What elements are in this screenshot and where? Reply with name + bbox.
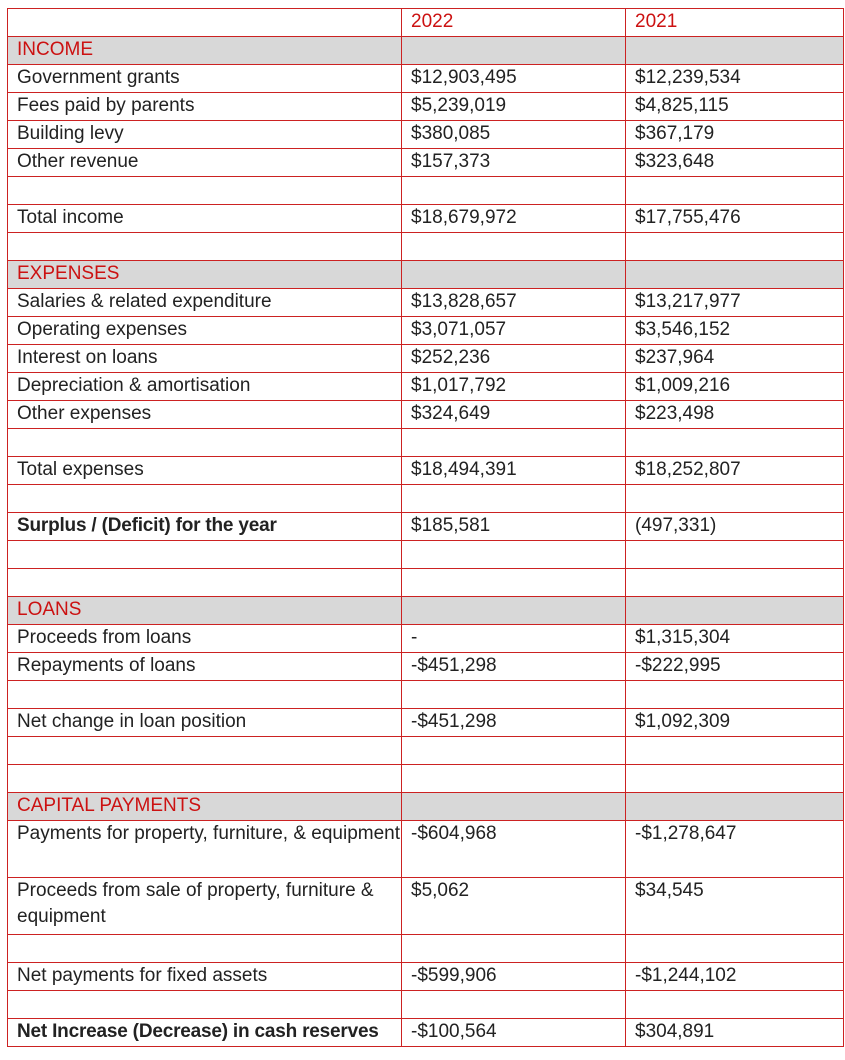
empty-cell xyxy=(402,485,626,513)
table-row xyxy=(8,963,844,991)
value-2021: (497,331) xyxy=(626,513,844,541)
row-label: Net payments for fixed assets xyxy=(8,963,402,991)
row-label: Fees paid by parents xyxy=(8,93,402,121)
empty-cell xyxy=(8,177,402,205)
table-row xyxy=(8,121,844,149)
table-row xyxy=(8,373,844,401)
value-2021: $304,891 xyxy=(626,1019,844,1047)
row-label: Payments for property, furniture, & equipment xyxy=(8,821,402,878)
section-empty-cell xyxy=(402,261,626,289)
table-row xyxy=(8,317,844,345)
blank-row xyxy=(8,765,844,793)
blank-row xyxy=(8,177,844,205)
section-header-row xyxy=(8,793,844,821)
empty-cell xyxy=(402,935,626,963)
section-empty-cell xyxy=(626,37,844,65)
value-2022: $252,236 xyxy=(402,345,626,373)
value-2021: -$1,278,647 xyxy=(626,821,844,878)
value-2021: $4,825,115 xyxy=(626,93,844,121)
blank-row xyxy=(8,991,844,1019)
value-2022: $3,071,057 xyxy=(402,317,626,345)
value-2022: $18,679,972 xyxy=(402,205,626,233)
blank-row xyxy=(8,935,844,963)
header-row xyxy=(8,9,844,37)
value-2022: $185,581 xyxy=(402,513,626,541)
row-label: Proceeds from sale of property, furniture & equipment xyxy=(8,878,402,935)
table-row xyxy=(8,653,844,681)
row-label: Total income xyxy=(8,205,402,233)
table-row xyxy=(8,345,844,373)
value-2021: $1,009,216 xyxy=(626,373,844,401)
section-title: LOANS xyxy=(8,597,402,625)
section-title: INCOME xyxy=(8,37,402,65)
value-2022: $18,494,391 xyxy=(402,457,626,485)
empty-cell xyxy=(8,541,402,569)
empty-cell xyxy=(626,177,844,205)
empty-cell xyxy=(626,541,844,569)
value-2021: $34,545 xyxy=(626,878,844,935)
table-row xyxy=(8,401,844,429)
value-2022: $324,649 xyxy=(402,401,626,429)
empty-cell xyxy=(8,765,402,793)
value-2022: - xyxy=(402,625,626,653)
value-2021: $223,498 xyxy=(626,401,844,429)
value-2022: $157,373 xyxy=(402,149,626,177)
row-label: Net Increase (Decrease) in cash reserves xyxy=(8,1019,402,1047)
year-2022-header: 2022 xyxy=(402,9,626,37)
value-2022: $5,239,019 xyxy=(402,93,626,121)
value-2021: $1,315,304 xyxy=(626,625,844,653)
value-2022: -$599,906 xyxy=(402,963,626,991)
empty-cell xyxy=(626,765,844,793)
empty-cell xyxy=(402,737,626,765)
header-label-cell xyxy=(8,9,402,37)
empty-cell xyxy=(626,737,844,765)
table-row xyxy=(8,93,844,121)
value-2021: $237,964 xyxy=(626,345,844,373)
section-empty-cell xyxy=(402,597,626,625)
section-title: EXPENSES xyxy=(8,261,402,289)
empty-cell xyxy=(8,991,402,1019)
section-empty-cell xyxy=(402,793,626,821)
value-2021: $323,648 xyxy=(626,149,844,177)
section-header-row xyxy=(8,261,844,289)
empty-cell xyxy=(626,233,844,261)
empty-cell xyxy=(626,429,844,457)
table-row xyxy=(8,878,844,935)
blank-row xyxy=(8,569,844,597)
value-2022: $12,903,495 xyxy=(402,65,626,93)
value-2022: -$604,968 xyxy=(402,821,626,878)
row-label: Repayments of loans xyxy=(8,653,402,681)
empty-cell xyxy=(402,233,626,261)
value-2021: $17,755,476 xyxy=(626,205,844,233)
value-2021: -$222,995 xyxy=(626,653,844,681)
empty-cell xyxy=(8,429,402,457)
row-label: Surplus / (Deficit) for the year xyxy=(8,513,402,541)
value-2022: -$100,564 xyxy=(402,1019,626,1047)
row-label: Salaries & related expenditure xyxy=(8,289,402,317)
empty-cell xyxy=(626,681,844,709)
empty-cell xyxy=(8,935,402,963)
section-header-row xyxy=(8,37,844,65)
empty-cell xyxy=(402,765,626,793)
row-label: Net change in loan position xyxy=(8,709,402,737)
empty-cell xyxy=(626,935,844,963)
year-2021-header: 2021 xyxy=(626,9,844,37)
table-row xyxy=(8,709,844,737)
empty-cell xyxy=(402,429,626,457)
value-2022: $1,017,792 xyxy=(402,373,626,401)
blank-row xyxy=(8,541,844,569)
value-2021: $12,239,534 xyxy=(626,65,844,93)
row-label: Building levy xyxy=(8,121,402,149)
section-header-row xyxy=(8,597,844,625)
empty-cell xyxy=(402,991,626,1019)
empty-cell xyxy=(8,485,402,513)
table-row xyxy=(8,821,844,878)
table-row xyxy=(8,513,844,541)
blank-row xyxy=(8,233,844,261)
table-row xyxy=(8,625,844,653)
empty-cell xyxy=(626,991,844,1019)
value-2021: $367,179 xyxy=(626,121,844,149)
value-2022: -$451,298 xyxy=(402,653,626,681)
value-2021: $13,217,977 xyxy=(626,289,844,317)
row-label: Other revenue xyxy=(8,149,402,177)
row-label: Government grants xyxy=(8,65,402,93)
empty-cell xyxy=(626,485,844,513)
blank-row xyxy=(8,485,844,513)
table-row xyxy=(8,457,844,485)
value-2021: $3,546,152 xyxy=(626,317,844,345)
row-label: Interest on loans xyxy=(8,345,402,373)
row-label: Operating expenses xyxy=(8,317,402,345)
value-2021: $18,252,807 xyxy=(626,457,844,485)
financial-summary-table xyxy=(7,8,844,1047)
value-2022: $13,828,657 xyxy=(402,289,626,317)
table-row xyxy=(8,149,844,177)
empty-cell xyxy=(402,177,626,205)
table-row xyxy=(8,1019,844,1047)
blank-row xyxy=(8,681,844,709)
section-empty-cell xyxy=(402,37,626,65)
empty-cell xyxy=(8,737,402,765)
empty-cell xyxy=(402,681,626,709)
row-label: Total expenses xyxy=(8,457,402,485)
value-2022: $5,062 xyxy=(402,878,626,935)
empty-cell xyxy=(8,569,402,597)
value-2022: $380,085 xyxy=(402,121,626,149)
empty-cell xyxy=(402,569,626,597)
value-2021: $1,092,309 xyxy=(626,709,844,737)
blank-row xyxy=(8,429,844,457)
row-label: Depreciation & amortisation xyxy=(8,373,402,401)
value-2022: -$451,298 xyxy=(402,709,626,737)
empty-cell xyxy=(402,541,626,569)
empty-cell xyxy=(8,681,402,709)
row-label: Proceeds from loans xyxy=(8,625,402,653)
empty-cell xyxy=(626,569,844,597)
table-row xyxy=(8,205,844,233)
value-2021: -$1,244,102 xyxy=(626,963,844,991)
table-row xyxy=(8,65,844,93)
section-title: CAPITAL PAYMENTS xyxy=(8,793,402,821)
section-empty-cell xyxy=(626,597,844,625)
row-label: Other expenses xyxy=(8,401,402,429)
blank-row xyxy=(8,737,844,765)
table-row xyxy=(8,289,844,317)
section-empty-cell xyxy=(626,261,844,289)
section-empty-cell xyxy=(626,793,844,821)
empty-cell xyxy=(8,233,402,261)
